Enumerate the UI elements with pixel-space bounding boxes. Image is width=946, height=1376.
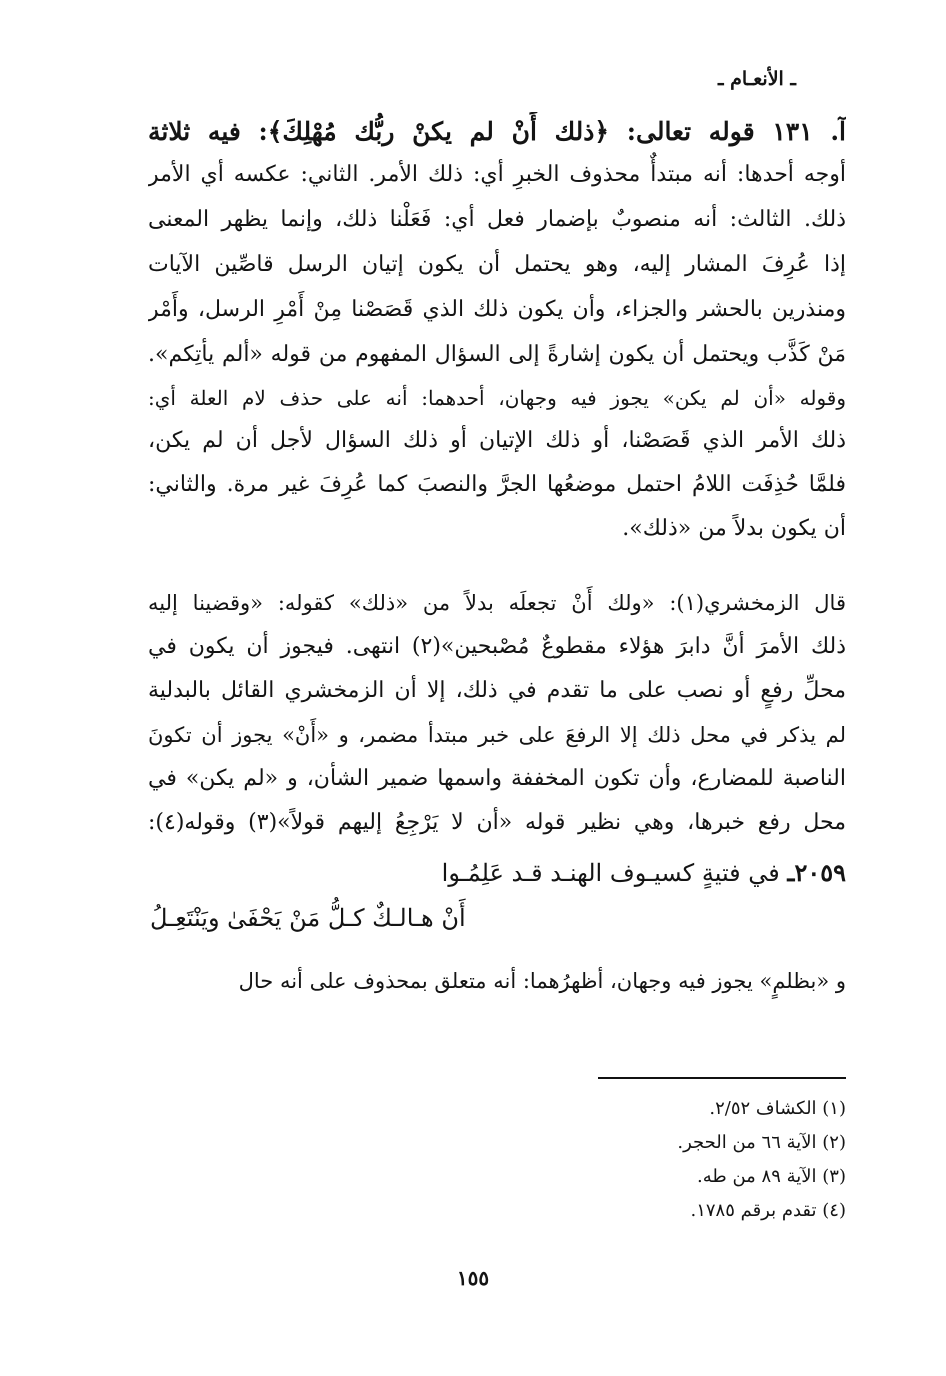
footnote-1: (١) الكشاف ٢/٥٢.: [709, 1098, 846, 1119]
text-line: قال الزمخشري(١): «ولك أَنْ تجعلَه بدلاً من «ذلك» كقوله: «وقضينا إليه: [148, 591, 846, 615]
main-text: [148, 112, 846, 1011]
text-line: ذلك الأمر الذي قَصَصْنا، أو ذلك الإتيان أو ذلك السؤال لأجل أن لم يكن،: [148, 428, 846, 453]
verse-text: في فتيةٍ كسيـوف الهنـد قـد عَلِمُـوا: [441, 859, 780, 887]
text-line: ذلك. الثالث: أنه منصوبٌ بإضمار فعل أي: فَعَلْنا ذلك، وإنما يظهر المعنى: [148, 207, 846, 232]
text-line: إذا عُرِفَ المشار إليه، وهو يحتمل أن يكون إتيان الرسل قاصِّين الآيات: [148, 252, 846, 277]
footnote-3: (٣) الآية ٨٩ من طه.: [697, 1166, 846, 1187]
paragraph-an-lam-yakun: [148, 377, 846, 551]
footnotes: [526, 1092, 846, 1228]
verse-heading-line: آ. ١٣١ قوله تعالى: ﴿ذلك أَنْ لم يكنْ ربُّك مُهْلِكَ﴾: فيه ثلاثة: [148, 117, 846, 146]
text-line: وقوله «أن لم يكن» يجوز فيه وجهان، أحدهما: أنه على حذف لام العلة أي:: [148, 386, 846, 410]
verse-second-hemistich: أَنْ هـالـكٌ كـلُّ مَنْ يَحْفَىٰ ويَنْتَعِـلُ: [150, 904, 466, 932]
text-line: لم يذكر في محل ذلك إلا الرفعَ على خبر مبتدأ مضمر، و «أَنْ» يجوز أن تكونَ: [148, 723, 846, 747]
text-line: محلِّ رفعٍ أو نصب على ما تقدم في ذلك، إلا أن الزمخشري القائل بالبدلية: [148, 678, 846, 703]
running-header: ـ الأنعـام ـ: [717, 68, 796, 90]
closing-line: و «بظلمٍ» يجوز فيه وجهان، أظهرُهما: أنه متعلق بمحذوف على أنه حال: [238, 969, 846, 993]
text-line: ذلك الأمرَ أنَّ دابرَ هؤلاء مقطوعٌ مُصْبحين»(٢) انتهى. فيجوز أن يكون في: [148, 634, 846, 659]
verse-number: ٢٠٥٩ـ: [787, 858, 846, 887]
footnote-divider: [598, 1077, 846, 1079]
text-line: فلمَّا حُذِفَت اللامُ احتمل موضعُها الجرَّ والنصبَ كما عُرِفَ غير مرة. والثاني:: [148, 472, 846, 497]
footnote-2: (٢) الآية ٦٦ من الحجر.: [677, 1132, 846, 1153]
text-line: ومنذرين بالحشر والجزاء، وأن يكون ذلك الذي قَصَصْنا مِنْ أَمْرِ الرسل، وأَمْر: [148, 297, 846, 322]
poetry-verse-2059: [148, 851, 846, 941]
text-line: محل رفع خبرها، وهي نظير قوله «أن لا يَرْجِعُ إليهم قولاً»(٣) وقوله(٤):: [148, 810, 846, 835]
verse-first-hemistich: [148, 851, 846, 895]
paragraph-verse-131: [148, 112, 846, 377]
footnote-4: (٤) تقدم برقم ١٧٨٥.: [690, 1200, 846, 1221]
text-line: الناصبة للمضارع، وأن تكون المخففة واسمها ضمير الشأن، و «لم يكن» في: [148, 766, 846, 791]
page-number: ١٥٥: [456, 1266, 490, 1290]
text-line: أوجه أحدها: أنه مبتدأٌ محذوف الخبرِ أي: ذلك الأمر. الثاني: عكسه أي الأمر: [148, 162, 846, 187]
text-line: أن يكون بدلاً من «ذلك».: [622, 516, 846, 541]
paragraph-gap: [148, 551, 846, 581]
text-line: مَنْ كَذَّب ويحتمل أن يكون إشارةً إلى السؤال المفهوم من قوله «ألم يأتِكم».: [148, 342, 846, 367]
paragraph-zamakhshari: [148, 581, 846, 845]
